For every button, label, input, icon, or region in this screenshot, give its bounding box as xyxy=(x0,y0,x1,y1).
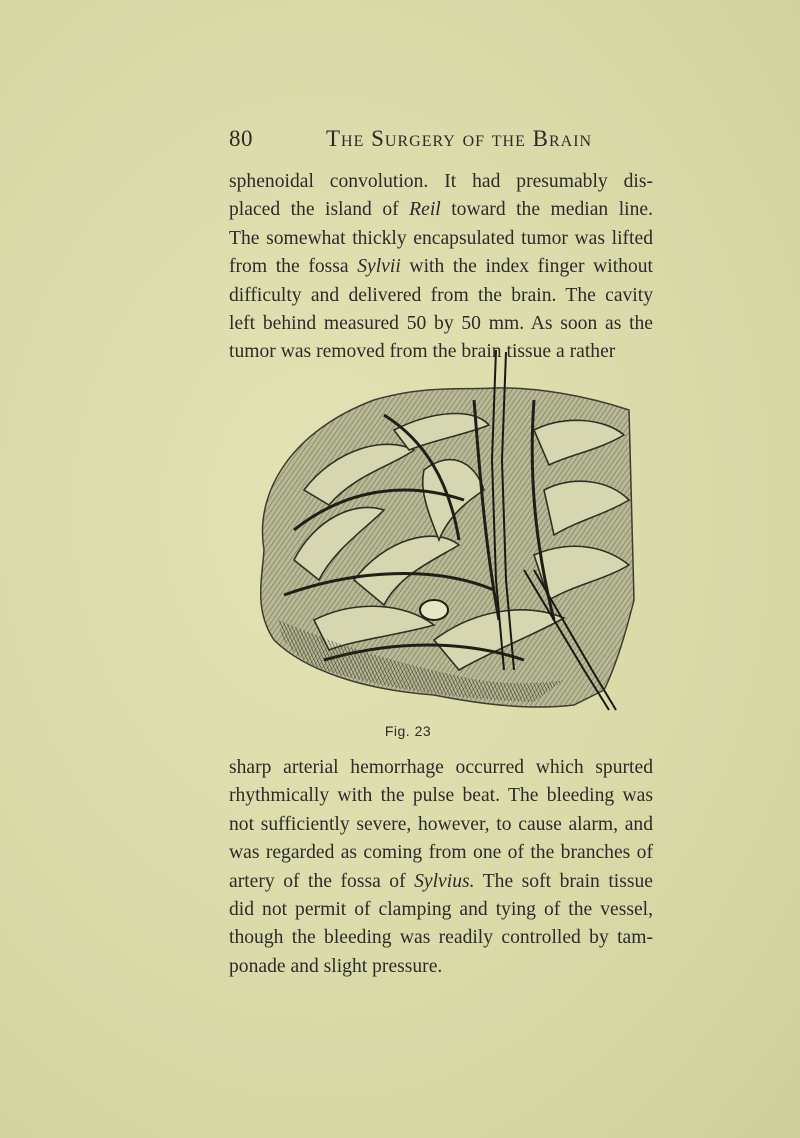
text-line: placed the island of Reil toward the median line. xyxy=(229,199,653,221)
text-line: tumor was removed from the brain tissue a rather xyxy=(229,341,616,363)
text-line: from the fossa Sylvii with the index finger without xyxy=(229,256,653,278)
text-line: difficulty and delivered from the brain. The cavity xyxy=(229,284,653,306)
italic-term: Reil xyxy=(409,199,441,221)
text-line: was regarded as coming from one of the branches of xyxy=(229,842,653,864)
text-line: though the bleeding was readily controlled by tam- xyxy=(229,927,653,949)
text-line: sphenoidal convolution. It had presumably dis- xyxy=(229,171,653,192)
figure-caption: Fig. 23 xyxy=(384,723,432,739)
brain-illustration xyxy=(234,340,644,720)
text-line: left behind measured 50 by 50 mm. As soon as the xyxy=(229,313,653,335)
text-line: artery of the fossa of Sylvius. The soft brain tissue xyxy=(229,870,653,892)
text-line: did not permit of clamping and tying of the vessel, xyxy=(229,899,653,921)
text-line: The somewhat thickly encapsulated tumor was lifted xyxy=(229,227,653,249)
text-line: not sufficiently severe, however, to cause alarm, and xyxy=(229,813,653,835)
text-line: rhythmically with the pulse beat. The bleeding was xyxy=(229,785,653,807)
text-line: sharp arterial hemorrhage occurred which spurted xyxy=(229,757,653,778)
page-number: 80 xyxy=(229,126,253,151)
italic-term: Sylvius. xyxy=(414,870,475,892)
running-title: The Surgery of the Brain xyxy=(326,126,593,151)
paragraph-2 xyxy=(229,754,653,981)
italic-term: Sylvii xyxy=(357,256,401,278)
paragraph-1 xyxy=(229,168,653,367)
running-head xyxy=(229,126,649,160)
text-line: ponade and slight pressure. xyxy=(229,955,443,977)
brain-engraving xyxy=(234,340,644,720)
